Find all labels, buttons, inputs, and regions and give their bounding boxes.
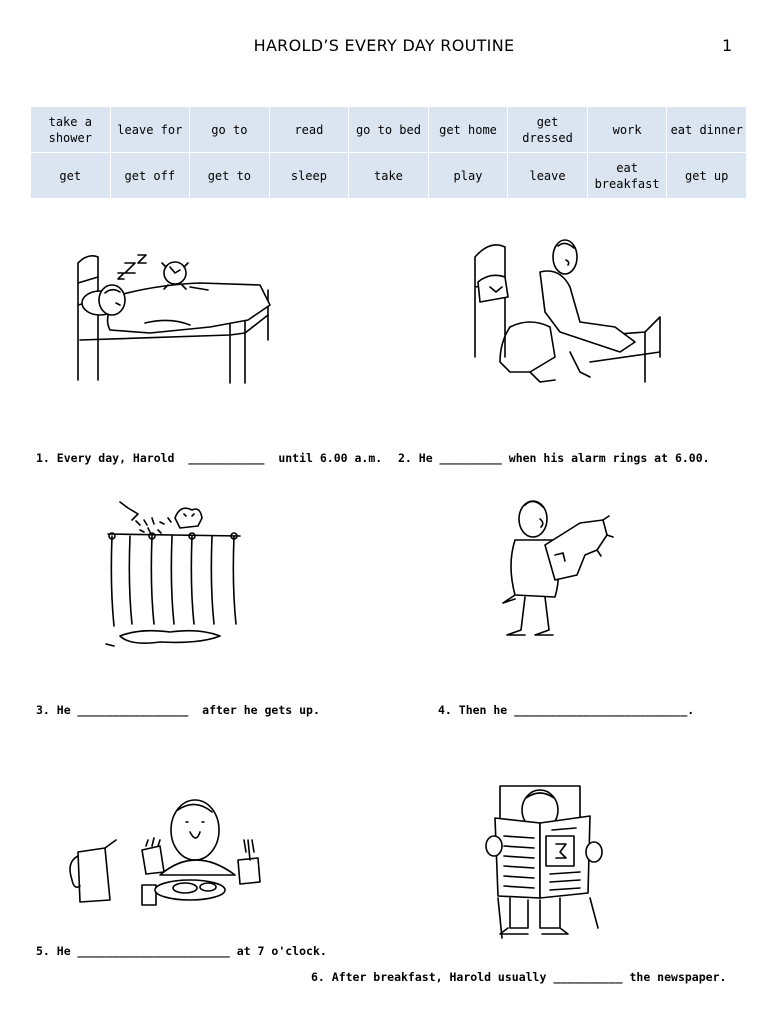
word-bank-cell: eat dinner: [667, 107, 747, 153]
word-bank-row: [31, 107, 747, 153]
word-bank-cell: read: [269, 107, 349, 153]
word-bank-cell: get: [31, 153, 111, 199]
word-bank-cell: leave for: [110, 107, 190, 153]
question-2: 2. He _________ when his alarm rings at 6.00.: [398, 451, 710, 465]
word-bank-cell: take: [349, 153, 429, 199]
question-3: 3. He ________________ after he gets up.: [36, 703, 320, 717]
question-5: 5. He ______________________ at 7 o'clock.: [36, 944, 327, 958]
newspaper-illustration: [480, 778, 610, 943]
word-bank-cell: get up: [667, 153, 747, 199]
word-bank-row: [31, 153, 747, 199]
page-number: 1: [722, 36, 733, 55]
question-1: 1. Every day, Harold ___________ until 6.00 a.m.: [36, 451, 383, 465]
waking-illustration: [470, 232, 670, 392]
word-bank-cell: get off: [110, 153, 190, 199]
dressing-illustration: [485, 495, 625, 645]
word-bank-cell: get to: [190, 153, 270, 199]
word-bank-cell: take a shower: [31, 107, 111, 153]
word-bank-cell: leave: [508, 153, 588, 199]
sleeping-illustration: [60, 245, 285, 385]
word-bank-cell: get dressed: [508, 107, 588, 153]
question-6: 6. After breakfast, Harold usually __________ the newspaper.: [311, 970, 727, 984]
word-bank-cell: work: [587, 107, 667, 153]
word-bank-cell: get home: [428, 107, 508, 153]
word-bank-cell: go to bed: [349, 107, 429, 153]
word-bank-cell: sleep: [269, 153, 349, 199]
question-4: 4. Then he _________________________.: [438, 703, 695, 717]
word-bank-cell: eat breakfast: [587, 153, 667, 199]
breakfast-illustration: [60, 790, 275, 915]
word-bank-cell: play: [428, 153, 508, 199]
word-bank-cell: go to: [190, 107, 270, 153]
page-title: HAROLD’S EVERY DAY ROUTINE: [253, 36, 515, 55]
shower-illustration: [100, 496, 250, 656]
word-bank-table: [30, 106, 747, 199]
